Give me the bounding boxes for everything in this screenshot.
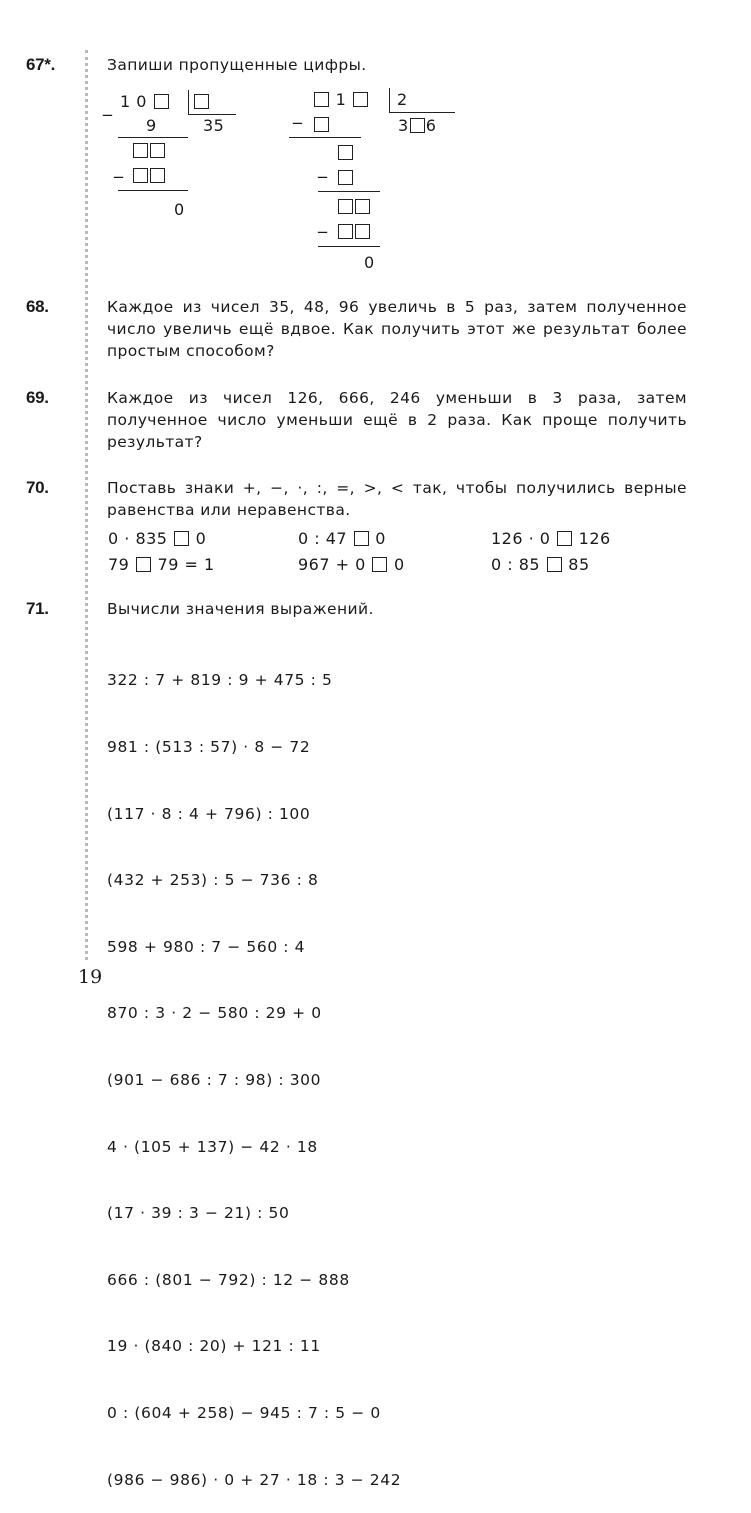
page-number: 19 xyxy=(78,966,103,988)
exercise-71-number: 71. xyxy=(26,599,49,618)
line xyxy=(318,246,380,247)
missing-digit-box xyxy=(338,170,353,185)
expression: (117 · 8 : 4 + 796) : 100 xyxy=(107,804,311,823)
row-boxes xyxy=(132,141,166,160)
divider-vertical xyxy=(389,88,390,112)
quotient: 3 6 xyxy=(398,116,437,135)
row-boxes xyxy=(337,143,354,162)
inequality-item: 0 : 85 85 xyxy=(491,555,590,574)
divider-horizontal xyxy=(188,114,236,115)
divider-horizontal xyxy=(389,112,455,113)
dividend-digits: 1 0 xyxy=(120,92,170,111)
remainder: 0 xyxy=(174,200,185,219)
inequality-item: 0 · 835 0 xyxy=(108,529,207,548)
margin-dotted-line xyxy=(85,50,88,960)
exercise-69-text: Каждое из чисел 126, 666, 246 уменьши в 3 раза, затем полученное число уменьши ещё в 2 раза. Как проще получить результат? xyxy=(107,389,687,451)
exercise-69-number: 69. xyxy=(26,388,49,407)
missing-digit-box xyxy=(150,168,165,183)
minus-sign: _ xyxy=(293,104,303,125)
line xyxy=(289,137,361,138)
subtrahend-1: 9 xyxy=(146,116,157,135)
exercise-68-number: 68. xyxy=(26,297,49,316)
row-boxes xyxy=(132,166,166,185)
exercise-68-text: Каждое из чисел 35, 48, 96 увеличь в 5 раз, затем полученное число увеличь ещё вдвое. Как получить этот же результат более простым способом? xyxy=(107,298,687,360)
expression: (901 − 686 : 7 : 98) : 300 xyxy=(107,1070,322,1089)
divisor: 2 xyxy=(397,90,408,109)
minus-sign: _ xyxy=(103,96,113,117)
answer-box[interactable] xyxy=(557,531,572,546)
expression-list xyxy=(107,625,401,1513)
exercise-70-text: Поставь знаки +, −, ·, :, =, >, < так, чтобы получились верные равенства или неравенства. xyxy=(107,479,687,519)
inequality-item: 967 + 0 0 xyxy=(298,555,405,574)
minus-sign: _ xyxy=(114,158,124,179)
missing-digit-box xyxy=(150,143,165,158)
answer-box[interactable] xyxy=(174,531,189,546)
line xyxy=(318,191,380,192)
exercise-67-title: Запиши пропущенные цифры. xyxy=(107,56,367,74)
expression: 322 : 7 + 819 : 9 + 475 : 5 xyxy=(107,671,333,690)
expression: 981 : (513 : 57) · 8 − 72 xyxy=(107,738,311,756)
divider-vertical xyxy=(188,90,189,114)
missing-digit-box xyxy=(338,199,353,214)
expression: 666 : (801 − 792) : 12 − 888 xyxy=(107,1270,350,1289)
exercise-70-number: 70. xyxy=(26,478,49,497)
answer-box[interactable] xyxy=(354,531,369,546)
answer-box[interactable] xyxy=(136,557,151,572)
inequality-item: 126 · 0 126 xyxy=(491,529,611,548)
minus-sign: _ xyxy=(318,213,328,234)
missing-digit-box xyxy=(133,168,148,183)
exercise-67-number: 67*. xyxy=(26,55,56,74)
expression: 4 · (105 + 137) − 42 · 18 xyxy=(107,1137,318,1156)
row-boxes xyxy=(313,115,330,134)
expression: 870 : 3 · 2 − 580 : 29 + 0 xyxy=(107,1004,322,1023)
answer-box[interactable] xyxy=(372,557,387,572)
inequality-item: 79 79 = 1 xyxy=(108,555,215,574)
expression: 598 + 980 : 7 − 560 : 4 xyxy=(107,937,306,956)
missing-digit-box xyxy=(355,199,370,214)
missing-digit-box xyxy=(353,92,368,107)
row-boxes xyxy=(337,222,371,241)
expression: (17 · 39 : 3 − 21) : 50 xyxy=(107,1204,290,1223)
expression: (432 + 253) : 5 − 736 : 8 xyxy=(107,871,319,890)
missing-digit-box xyxy=(338,224,353,239)
expression: 19 · (840 : 20) + 121 : 11 xyxy=(107,1337,321,1356)
line xyxy=(118,137,188,138)
exercise-71-title: Вычисли значения выражений. xyxy=(107,600,374,618)
missing-digit-box xyxy=(314,92,329,107)
missing-digit-box xyxy=(338,145,353,160)
missing-digit-box xyxy=(133,143,148,158)
missing-digit-box xyxy=(314,117,329,132)
divisor-cell xyxy=(193,92,210,111)
minus-sign: _ xyxy=(318,158,328,179)
row-boxes xyxy=(337,197,371,216)
expression: 0 : (604 + 258) − 945 : 7 : 5 − 0 xyxy=(107,1403,381,1422)
dividend-digits: 1 xyxy=(313,90,369,109)
missing-digit-box xyxy=(194,94,209,109)
missing-digit-box xyxy=(410,118,425,133)
line xyxy=(118,190,188,191)
missing-digit-box xyxy=(355,224,370,239)
missing-digit-box xyxy=(154,94,169,109)
answer-box[interactable] xyxy=(547,557,562,572)
quotient: 35 xyxy=(203,116,225,135)
expression: (986 − 986) · 0 + 27 · 18 : 3 − 242 xyxy=(107,1470,402,1489)
remainder: 0 xyxy=(364,253,375,272)
row-boxes xyxy=(337,168,354,187)
inequality-item: 0 : 47 0 xyxy=(298,529,386,548)
